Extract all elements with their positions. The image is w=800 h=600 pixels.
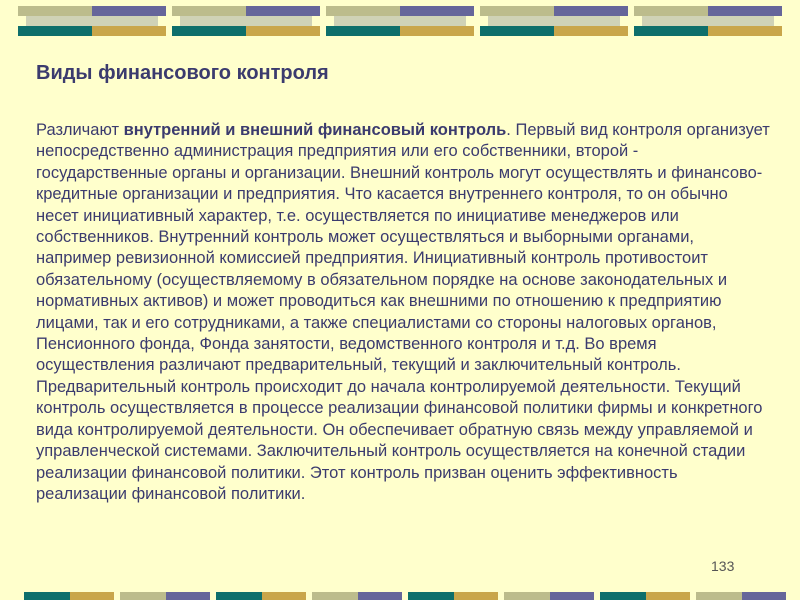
body-rest: . Первый вид контроля организует непосредственно администрация предприятия или его собственники, второй - государственные органы и организации. Внешний контроль могут осуществлять и финансово-кредитные организации и предприятия. Что касается внутреннего контроля, то он обычно несет инициативный характер, т.е. осуществляется по инициативе менеджеров или собственников. Внутренний контроль может осуществляться и выборными органами, например ревизионной комиссией предприятия. Инициативный контроль противостоит обязательному (осуществляемому в обязательном порядке на основе законодательных и нормативных активов) и может проводиться как внешними по отношению к предприятию лицами, так и его сотрудниками, а также специалистами со стороны налоговых органов, Пенсионного фонда, Фонда занятости, ведомственного контроля и т.д. Во время осуществления различают предварительный, текущий и заключительный контроль. Предварительный контроль происходит до начала контролируемой деятельности. Текущий контроль осуществляется в процессе реализации финансовой политики фирмы и конкретного вида контролируемой деятельности. Он обеспечивает обратную связь между управляемой и управленческой системами. Заключительный контроль осуществляется на конечной стадии реализации финансовой политики. Этот контроль призван оценить эффективность реализации финансовой политики. — [36, 121, 770, 503]
page-number: 133 — [711, 558, 735, 574]
decorative-tile — [18, 6, 166, 36]
top-decorative-band — [18, 6, 782, 36]
body-intro: Различают — [36, 121, 124, 139]
decorative-tile — [480, 6, 628, 36]
body-bold-phrase: внутренний и внешний финансовый контроль — [123, 121, 507, 139]
slide-body-text — [36, 120, 771, 505]
slide-title: Виды финансового контроля — [36, 62, 329, 84]
bottom-decorative-band — [0, 592, 800, 600]
decorative-tile — [326, 6, 474, 36]
decorative-tile — [634, 6, 782, 36]
decorative-tile — [172, 6, 320, 36]
